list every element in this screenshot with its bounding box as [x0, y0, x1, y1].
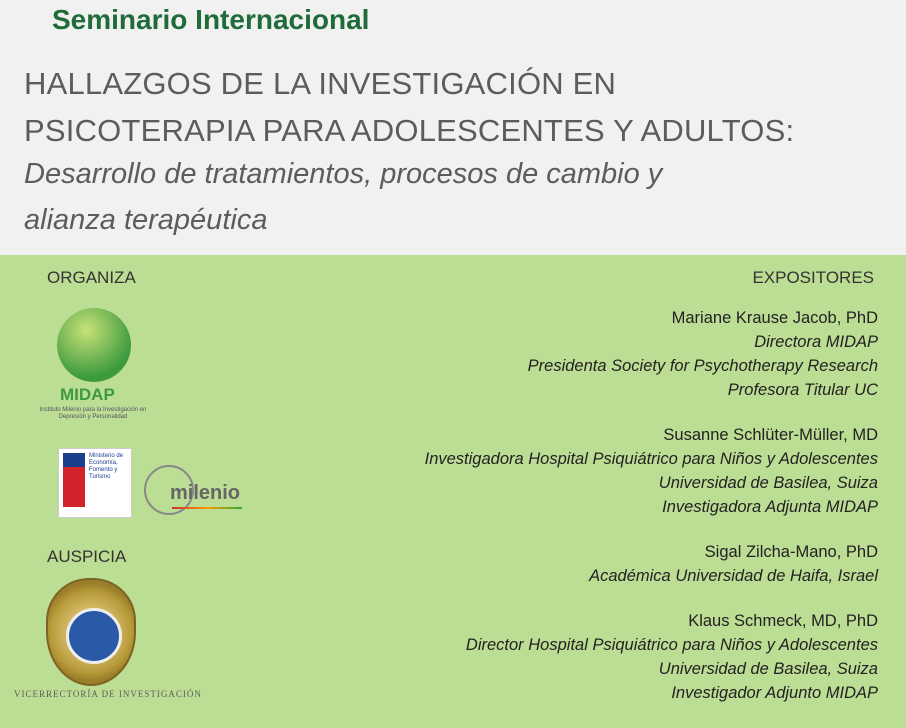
expositores-label: EXPOSITORES [752, 268, 874, 287]
midap-logo-subtitle: Instituto Milenio para la Investigación en Depresión y Personalidad [39, 407, 147, 420]
speaker-role: Investigadora Adjunta MIDAP [662, 498, 878, 516]
speaker-name: Susanne Schlüter-Müller, MD [663, 426, 878, 444]
speaker-role: Presidenta Society for Psychotherapy Research [527, 357, 878, 375]
flag-red [63, 467, 85, 507]
speaker-name: Mariane Krause Jacob, PhD [671, 309, 878, 327]
header [0, 0, 906, 255]
speakers-list [425, 306, 878, 726]
organiza-label: ORGANIZA [47, 268, 136, 287]
ministerio-text: Ministerio de Economía, Fomento y Turismo [89, 453, 124, 480]
uc-seal-shield [66, 608, 122, 664]
auspicia-label: AUSPICIA [47, 547, 127, 566]
uc-seal-icon [46, 578, 136, 686]
title-line-2: PSICOTERAPIA PARA ADOLESCENTES Y ADULTOS: [24, 113, 795, 148]
subtitle-line-2: alianza terapéutica [24, 204, 268, 236]
subtitle-line-1: Desarrollo de tratamientos, procesos de cambio y [24, 158, 663, 190]
seminar-label: Seminario Internacional [52, 4, 370, 35]
midap-logo-icon [57, 308, 131, 382]
milenio-text: milenio [170, 482, 241, 504]
speaker-role: Investigadora Hospital Psiquiátrico para Niños y Adolescentes [424, 450, 878, 468]
speaker [425, 306, 878, 402]
ministerio-logo [58, 448, 132, 518]
speaker [425, 609, 878, 705]
speaker-role: Directora MIDAP [754, 333, 878, 351]
title-line-1: HALLAZGOS DE LA INVESTIGACIÓN EN [24, 66, 617, 101]
milenio-bar [172, 507, 242, 509]
milenio-logo [140, 465, 244, 517]
speaker-role: Universidad de Basilea, Suiza [658, 660, 878, 678]
speaker-name: Klaus Schmeck, MD, PhD [688, 612, 878, 630]
info-panel [0, 255, 906, 728]
speaker-role: Profesora Titular UC [727, 381, 878, 399]
speaker-name: Sigal Zilcha-Mano, PhD [704, 543, 878, 561]
speaker [425, 540, 878, 588]
speaker-role: Investigador Adjunto MIDAP [671, 684, 878, 702]
speaker [425, 423, 878, 519]
speaker-role: Académica Universidad de Haifa, Israel [589, 567, 878, 585]
midap-logo-text: MIDAP [60, 385, 115, 404]
flag-blue [63, 453, 85, 467]
vicerrectoria-text: VICERRECTORÍA DE INVESTIGACIÓN [14, 689, 202, 699]
speaker-role: Universidad de Basilea, Suiza [658, 474, 878, 492]
speaker-role: Director Hospital Psiquiátrico para Niños y Adolescentes [465, 636, 878, 654]
